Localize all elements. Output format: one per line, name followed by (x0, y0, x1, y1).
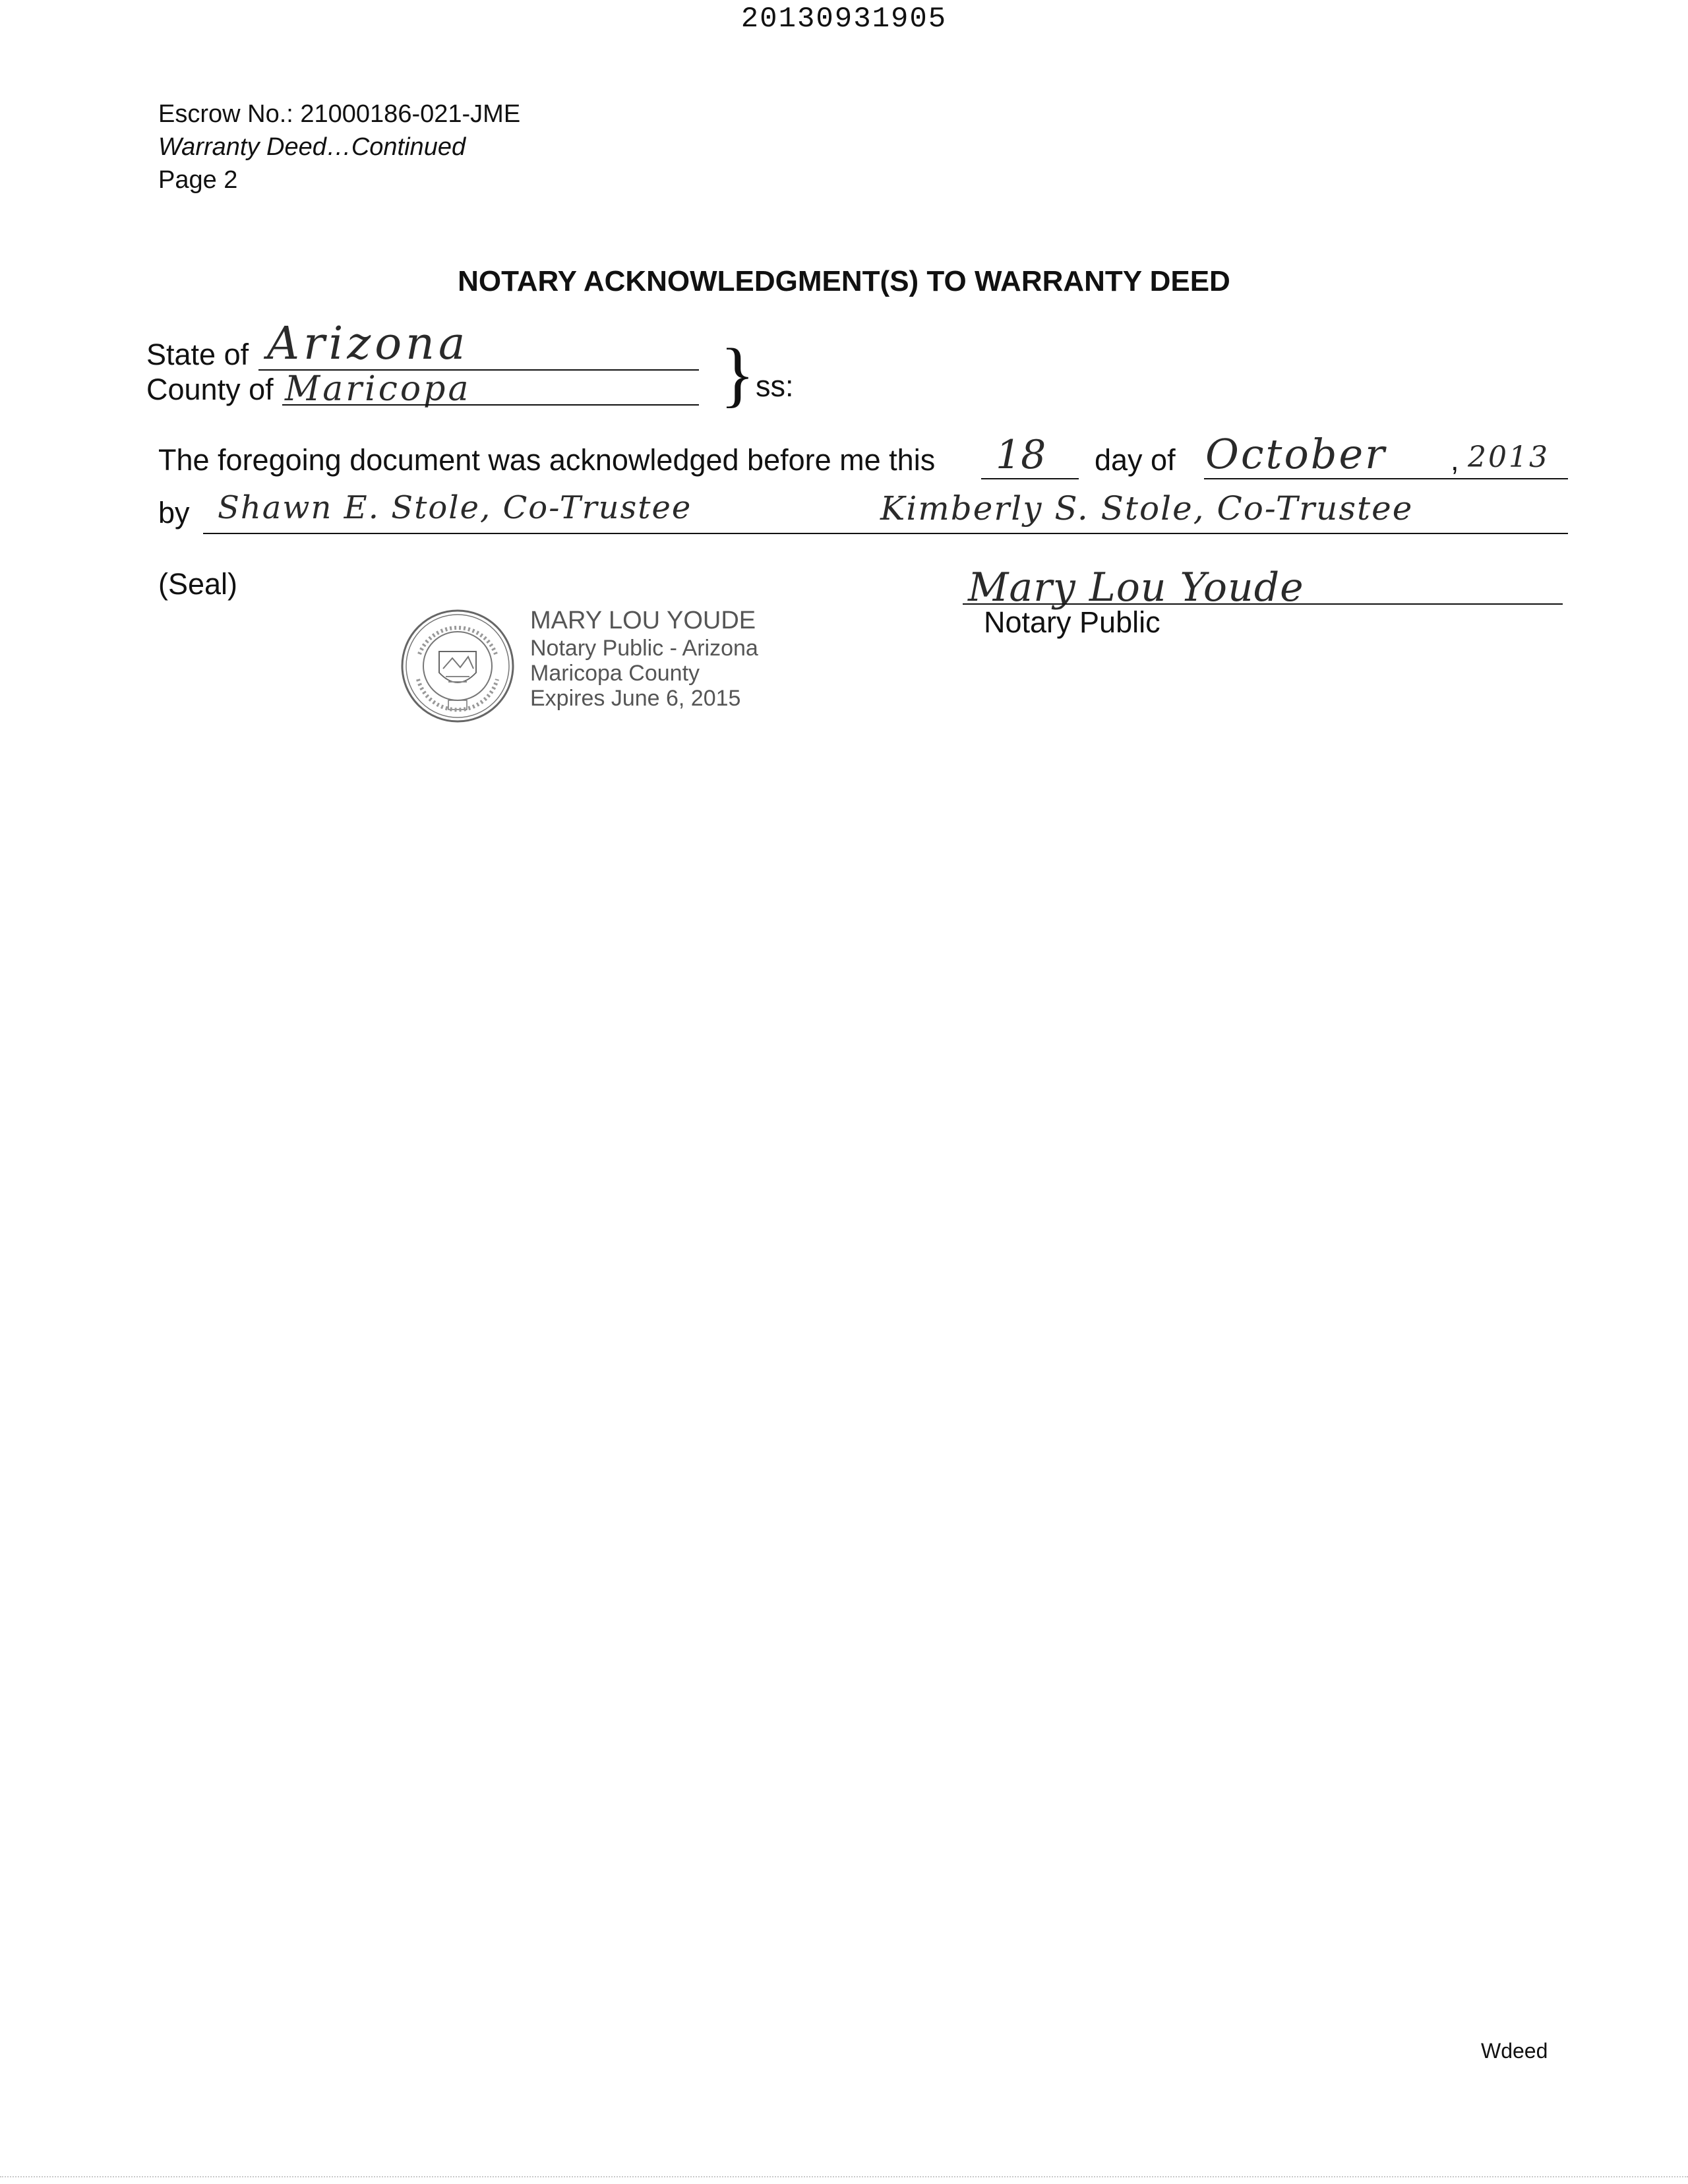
recording-number: 20130931905 (740, 3, 948, 36)
day-line (981, 478, 1079, 479)
year-handwritten: 2013 (1468, 440, 1550, 474)
signer-2-handwritten: Kimberly S. Stole, Co-Trustee (880, 489, 1414, 528)
state-handwritten: Arizona (267, 318, 469, 370)
signer-1-handwritten: Shawn E. Stole, Co-Trustee (218, 489, 692, 526)
day-of-label: day of (1095, 443, 1176, 477)
state-seal-emblem (400, 608, 516, 724)
acknowledgment-text: The foregoing document was acknowledged before me this (158, 443, 936, 477)
year-comma: , (1451, 443, 1459, 477)
month-line (1204, 478, 1568, 479)
by-label: by (158, 496, 190, 530)
county-line (282, 404, 699, 406)
notary-stamp-expiry: Expires June 6, 2015 (530, 686, 741, 711)
month-handwritten: October (1205, 430, 1387, 478)
notary-stamp-county: Maricopa County (530, 661, 700, 686)
escrow-number: Escrow No.: 21000186-021-JME (158, 100, 521, 128)
page-title: NOTARY ACKNOWLEDGMENT(S) TO WARRANTY DEED (458, 265, 1230, 297)
day-handwritten: 18 (996, 432, 1046, 478)
seal-label: (Seal) (158, 567, 238, 601)
document-title: Warranty Deed…Continued (158, 133, 466, 161)
state-label: State of (146, 338, 249, 371)
notary-public-label: Notary Public (984, 605, 1160, 639)
notary-stamp-title: Notary Public - Arizona (530, 636, 758, 661)
county-label: County of (146, 373, 274, 406)
footer-code: Wdeed (1481, 2039, 1548, 2063)
notary-signature: Mary Lou Youde (968, 564, 1304, 611)
notary-signature-line (963, 603, 1563, 605)
signer-line (203, 533, 1568, 534)
page-number: Page 2 (158, 166, 238, 194)
brace: } (720, 334, 755, 414)
notary-stamp-name: MARY LOU YOUDE (530, 607, 756, 634)
county-handwritten: Maricopa (285, 369, 471, 409)
ss-label: ss: (756, 369, 794, 403)
scan-edge-line (0, 2176, 1688, 2177)
